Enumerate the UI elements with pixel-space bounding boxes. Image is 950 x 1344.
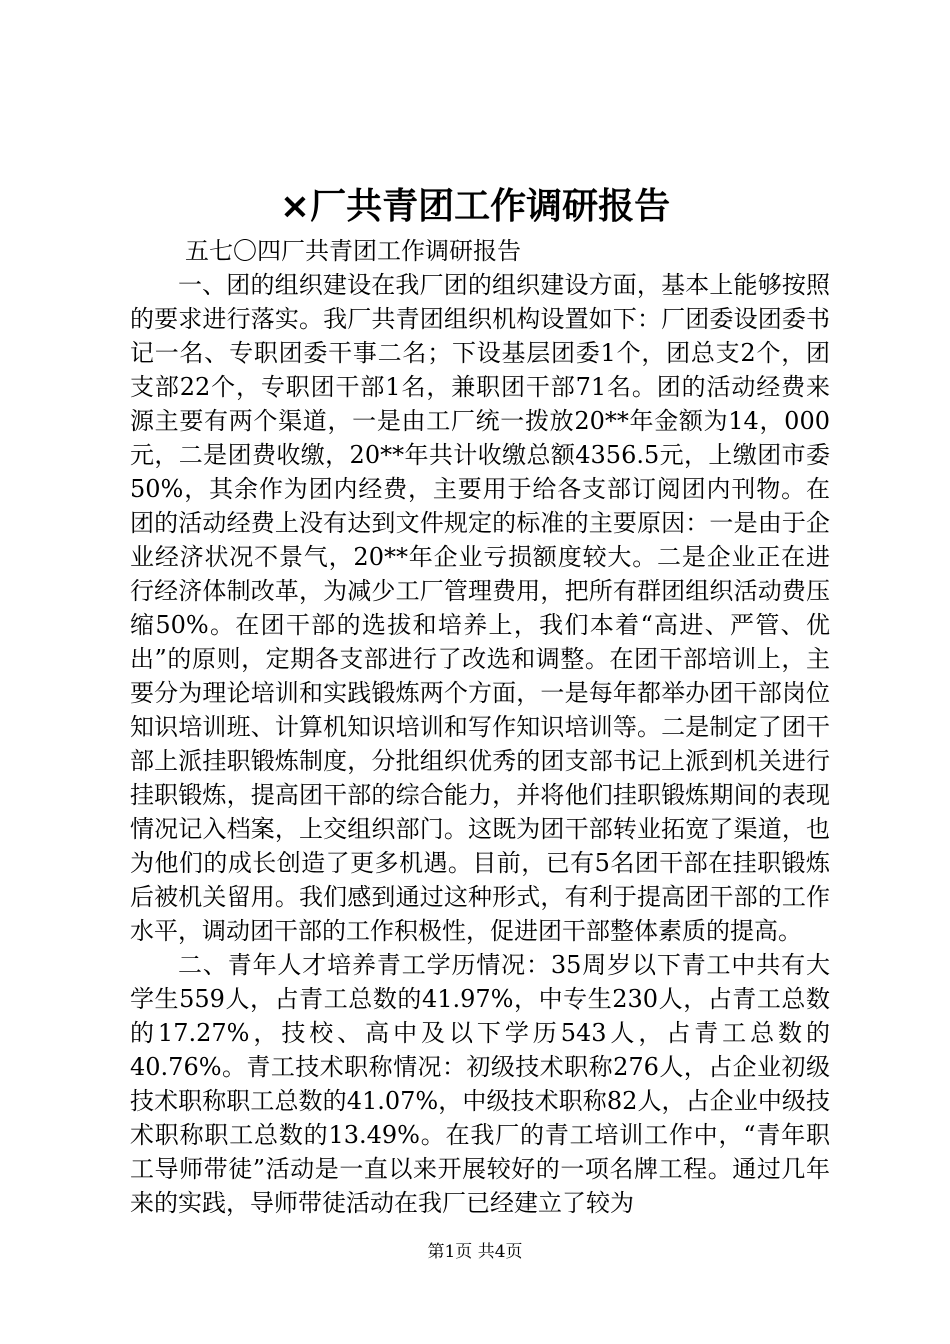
document-body [130,268,830,1220]
paragraph-talent-training: 二、青年人才培养青工学历情况：35周岁以下青工中共有大学生559人，占青工总数的41.97%，中专生230人，占青工总数的17.27%，技校、高中及以下学历543人，占青工总数的40.76%。青工技术职称情况：初级技术职称276人，占企业初级技术职称职工总数的41.07%，中级技术职称82人，占企业中级技术职称职工总数的13.49%。在我厂的青工培训工作中，“青年职工导师带徒”活动是一直以来开展较好的一项名牌工程。通过几年来的实践，导师带徒活动在我厂已经建立了较为 [130,951,830,1217]
paragraph-organization: 一、团的组织建设在我厂团的组织建设方面，基本上能够按照的要求进行落实。我厂共青团组织机构设置如下：厂团委设团委书记一名、专职团委干事二名；下设基层团委1个，团总支2个，团支部22个，专职团干部1名，兼职团干部71名。团的活动经费来源主要有两个渠道，一是由工厂统一拨放20**年金额为14，000元，二是团费收缴，20**年共计收缴总额4356.5元，上缴团市委50%，其余作为团内经费，主要用于给各支部订阅团内刊物。在团的活动经费上没有达到文件规定的标准的主要原因：一是由于企业经济状况不景气，20**年企业亏损额度较大。二是企业正在进行经济体制改革，为减少工厂管理费用，把所有群团组织活动费压缩50%。在团干部的选拔和培养上，我们本着“高进、严管、优出”的原则，定期各支部进行了改选和调整。在团干部培训上，主要分为理论培训和实践锻炼两个方面，一是每年都举办团干部岗位知识培训班、计算机知识培训和写作知识培训等。二是制定了团干部上派挂职锻炼制度，分批组织优秀的团支部书记上派到机关进行挂职锻炼，提高团干部的综合能力，并将他们挂职锻炼期间的表现情况记入档案，上交组织部门。这既为团干部转业拓宽了渠道，也为他们的成长创造了更多机遇。目前，已有5名团干部在挂职锻炼后被机关留用。我们感到通过这种形式，有利于提高团干部的工作水平，调动团干部的工作积极性，促进团干部整体素质的提高。 [130,271,830,945]
page-footer: 第1页 共4页 [427,1242,523,1262]
document-subtitle: 五七〇四厂共青团工作调研报告 [185,237,521,265]
document-title: ×厂共青团工作调研报告 [279,186,671,227]
